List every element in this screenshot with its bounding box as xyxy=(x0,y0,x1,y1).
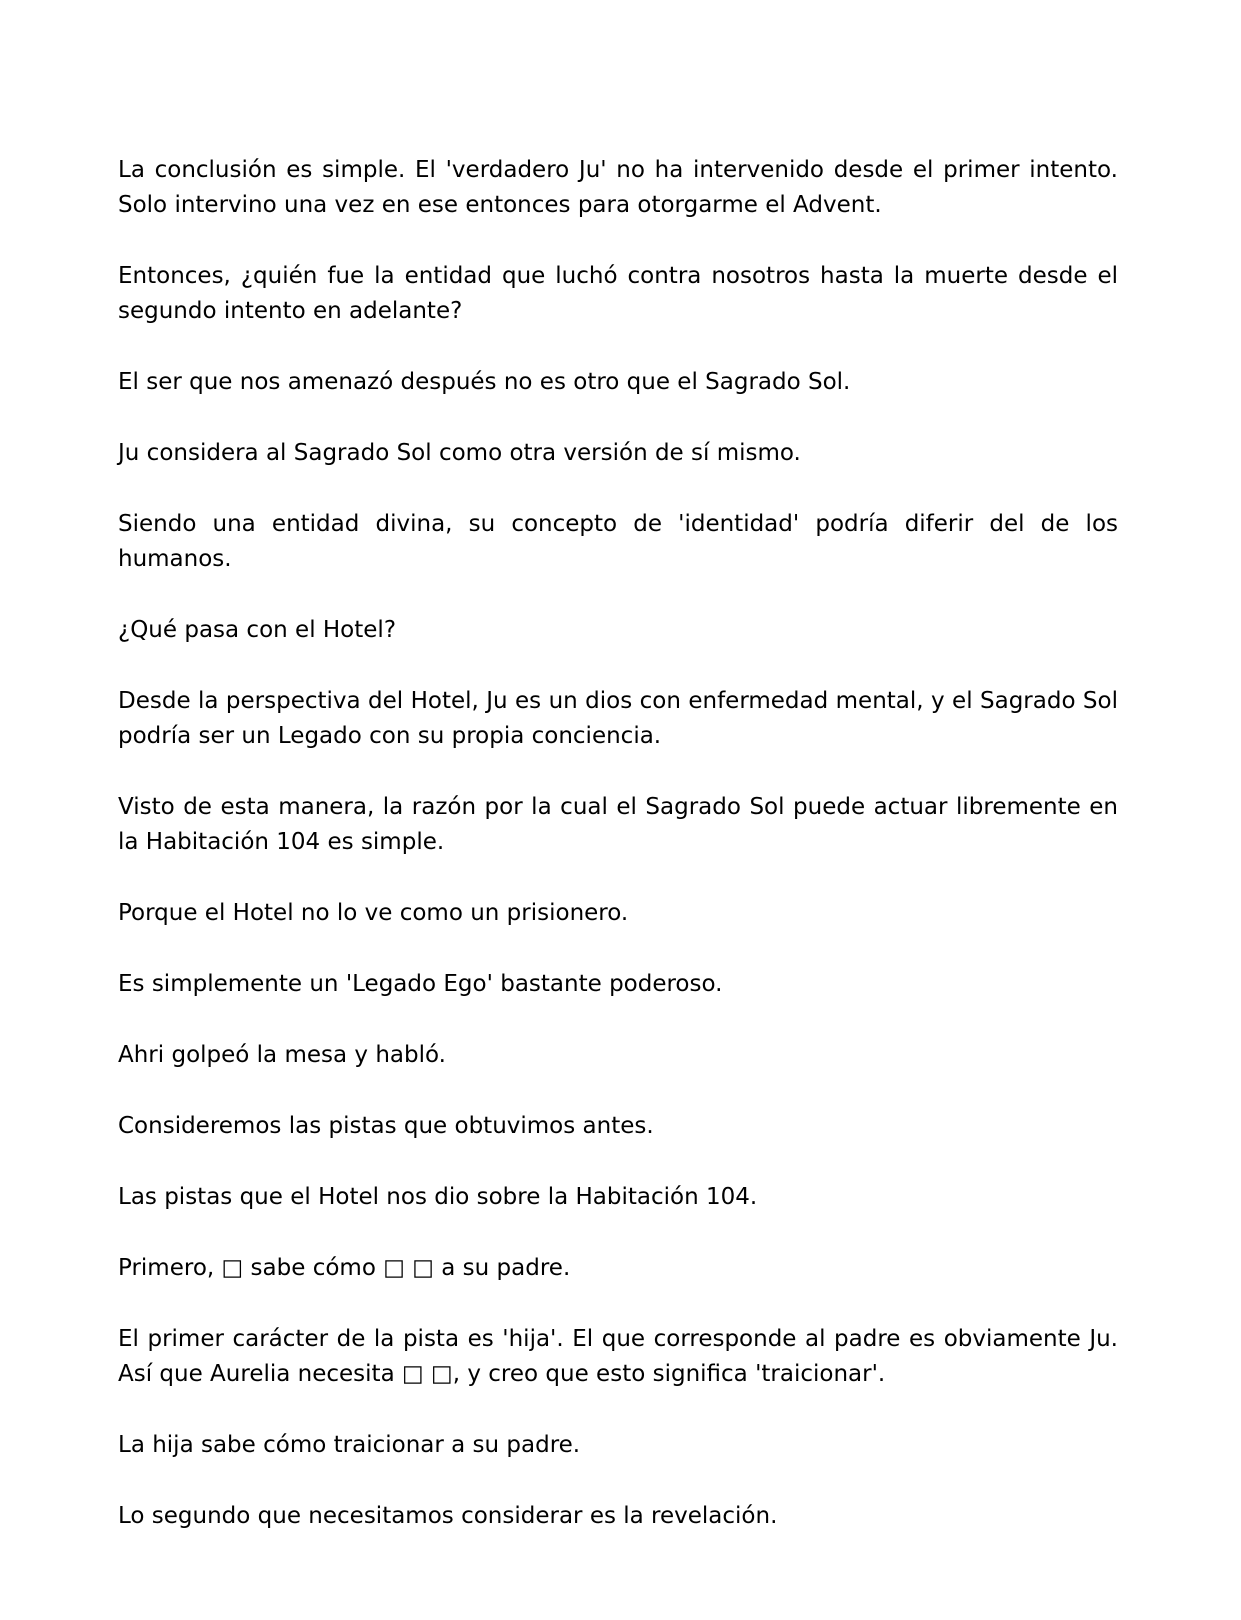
paragraph-8: Visto de esta manera, la razón por la cual el Sagrado Sol puede actuar libremente en la Habitación 104 es simple. xyxy=(118,794,1118,855)
paragraph-9: Porque el Hotel no lo ve como un prisionero. xyxy=(118,900,629,926)
paragraph-11: Ahri golpeó la mesa y habló. xyxy=(118,1042,446,1068)
paragraph-3: El ser que nos amenazó después no es otro que el Sagrado Sol. xyxy=(118,369,851,395)
paragraph-16: La hija sabe cómo traicionar a su padre. xyxy=(118,1432,581,1458)
paragraph-12: Consideremos las pistas que obtuvimos antes. xyxy=(118,1113,654,1139)
document-page xyxy=(118,153,1118,1534)
paragraph-14: Primero, □ sabe cómo □ □ a su padre. xyxy=(118,1255,571,1281)
paragraph-15: El primer carácter de la pista es 'hija'. El que corresponde al padre es obviamente Ju. Así que Aurelia necesita □ □, y creo que esto significa 'traicionar'. xyxy=(118,1326,1118,1387)
paragraph-1: La conclusión es simple. El 'verdadero Ju' no ha intervenido desde el primer intento. Solo intervino una vez en ese entonces para otorgarme el Advent. xyxy=(118,157,1118,218)
paragraph-13: Las pistas que el Hotel nos dio sobre la Habitación 104. xyxy=(118,1184,758,1210)
paragraph-2: Entonces, ¿quién fue la entidad que luchó contra nosotros hasta la muerte desde el segundo intento en adelante? xyxy=(118,263,1118,324)
paragraph-5: Siendo una entidad divina, su concepto de 'identidad' podría diferir del de los humanos. xyxy=(118,511,1118,572)
paragraph-4: Ju considera al Sagrado Sol como otra versión de sí mismo. xyxy=(118,440,801,466)
paragraph-7: Desde la perspectiva del Hotel, Ju es un dios con enfermedad mental, y el Sagrado Sol podría ser un Legado con su propia conciencia. xyxy=(118,688,1118,749)
paragraph-17: Lo segundo que necesitamos considerar es la revelación. xyxy=(118,1503,778,1529)
paragraph-10: Es simplemente un 'Legado Ego' bastante poderoso. xyxy=(118,971,723,997)
paragraph-6: ¿Qué pasa con el Hotel? xyxy=(118,617,397,643)
